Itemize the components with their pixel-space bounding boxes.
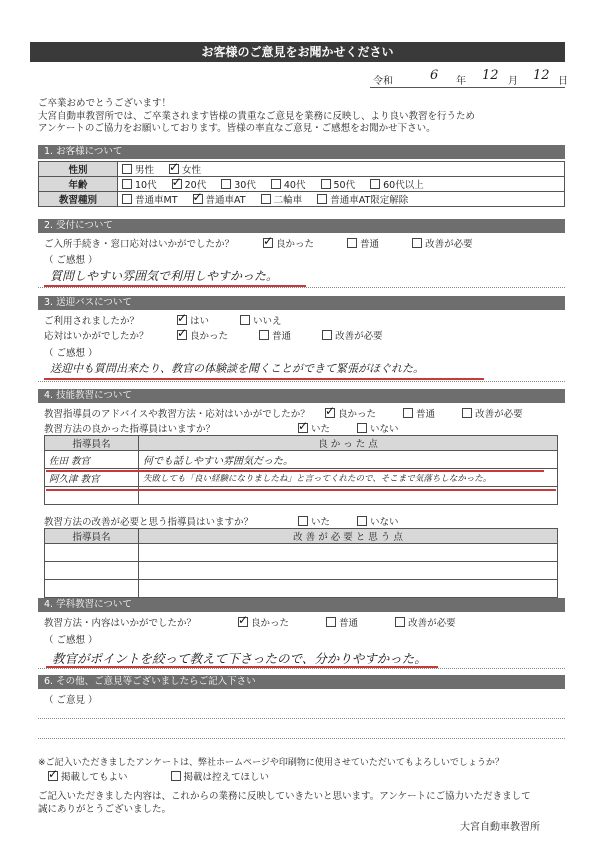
table-row (39, 177, 565, 192)
reception-good-option[interactable]: ✓ 良かった (263, 236, 314, 250)
col-instructor-name: 指導員名 (45, 436, 139, 451)
checkbox[interactable] (395, 617, 405, 627)
course-at-limit-option[interactable]: 普通車AT限定解除 (317, 192, 408, 206)
bus-use-question: ご利用されましたか？ (44, 316, 140, 327)
checkbox[interactable] (259, 330, 269, 340)
improve-instructor-yes-option[interactable]: いた (298, 514, 330, 528)
checkbox[interactable] (357, 516, 367, 526)
section-other-header: 6. その他、ご意見等ございましたらご記入下さい (38, 675, 565, 689)
checkbox-checked[interactable] (263, 238, 273, 248)
checkbox-checked[interactable] (177, 330, 187, 340)
section-reception-header: 2. 受付について (38, 219, 565, 233)
consent-question: ※ご記入いただきましたアンケートは、弊社ホームページや印刷物に使用させていただいてもよろしいでしょうか？ (38, 758, 504, 768)
skills-normal-option[interactable]: 普通 (403, 406, 435, 420)
good-point-cell: 失敗しても「良い経験になりましたね」と言ってくれたので、そこまで気落ちしなかった。 (139, 469, 558, 487)
checkbox[interactable] (326, 617, 336, 627)
checkbox-checked[interactable] (298, 423, 308, 433)
customer-table (38, 161, 565, 207)
section-skills-header: 4. 技能教習について (38, 389, 565, 403)
date-line (370, 68, 568, 88)
date-year-unit: 年 (456, 76, 466, 87)
lecture-good-option[interactable]: ✓ 良かった (238, 615, 289, 629)
checkbox[interactable] (298, 516, 308, 526)
table-row (39, 192, 565, 207)
gender-male-option[interactable]: 男性 (122, 162, 154, 176)
good-instructor-no-option[interactable]: いない (357, 421, 399, 435)
intro-line: ご卒業おめでとうございます！ (38, 98, 172, 109)
checkbox[interactable] (321, 179, 331, 189)
checkbox-checked[interactable] (172, 179, 182, 189)
bus-comment: 送迎中も質問出来たり、教官の体験談を聞くことができて緊張がほぐれた。 (50, 362, 424, 375)
checkbox[interactable] (261, 194, 271, 204)
closing-text (38, 791, 573, 816)
form-title: お客様のご意見をお聞かせください (30, 42, 565, 62)
table-row (45, 544, 558, 562)
bus-impression-label: （ ご感想 ） (44, 348, 98, 359)
date-day: 12 (533, 68, 550, 83)
course-mt-option[interactable]: 普通車MT (122, 192, 178, 206)
checkbox[interactable] (122, 179, 132, 189)
intro-line: 大宮自動車教習所では、ご卒業されます皆様の貴重なご意見を業務に反映し、より良い教習を行うため (38, 110, 476, 122)
table-row (45, 451, 558, 469)
checkbox[interactable] (122, 164, 132, 174)
col-improve-points: 改 善 が 必 要 と 思 う 点 (139, 529, 558, 544)
age-40s-option[interactable]: 40代 (271, 177, 306, 191)
checkbox[interactable] (240, 315, 250, 325)
section-lecture-header: 4. 学科教習について (38, 598, 565, 612)
intro-line: アンケートのご協力をお願いしております。皆様の率直なご意見・ご感想をお聞かせ下さい。 (38, 123, 436, 134)
table-row (45, 580, 558, 598)
checkbox[interactable] (403, 408, 413, 418)
age-10s-option[interactable]: 10代 (122, 177, 157, 191)
skills-advice-question: 教習指導員のアドバイスや教習方法・応対はいかがでしたか？ (44, 409, 310, 420)
checkbox[interactable] (221, 179, 231, 189)
intro-text (38, 98, 573, 136)
bus-improve-option[interactable]: 改善が必要 (322, 328, 383, 342)
closing-line: ご記入いただきました内容は、これからの業務に反映していきたいと思います。アンケートにご協力いただきまして (38, 791, 531, 802)
checkbox[interactable] (122, 194, 132, 204)
consent-options (48, 769, 281, 783)
lecture-normal-option[interactable]: 普通 (326, 615, 358, 629)
checkbox-checked[interactable] (177, 315, 187, 325)
bus-use-no-option[interactable]: いいえ (240, 313, 282, 327)
course-motorcycle-option[interactable]: 二輪車 (261, 192, 303, 206)
col-instructor-name: 指導員名 (45, 529, 139, 544)
age-label: 年齢 (39, 177, 118, 192)
gender-female-option[interactable]: ✓ 女性 (169, 162, 201, 176)
gender-label: 性別 (39, 162, 118, 177)
lecture-question: 教習方法・内容はいかがでしたか？ (44, 618, 197, 629)
instructor-name-cell: 佐田 教官 (45, 451, 139, 469)
checkbox-checked[interactable] (238, 617, 248, 627)
checkbox[interactable] (370, 179, 380, 189)
bus-use-yes-option[interactable]: ✓ はい (177, 313, 209, 327)
answer-line (38, 738, 565, 739)
date-month-unit: 月 (508, 76, 518, 87)
date-year: 6 (430, 68, 439, 83)
section-bus-header: 3. 送迎バスについて (38, 296, 565, 310)
checkbox[interactable] (271, 179, 281, 189)
checkbox-checked[interactable] (325, 408, 335, 418)
bus-service-question: 応対はいかがでしたか？ (44, 331, 149, 342)
improve-instructor-options (298, 514, 411, 528)
checkbox[interactable] (412, 238, 422, 248)
table-row (45, 562, 558, 580)
checkbox-checked[interactable] (48, 771, 58, 781)
checkbox[interactable] (322, 330, 332, 340)
course-type-label: 教習種別 (39, 192, 118, 207)
consent-deny-option[interactable]: 掲載は控えてほしい (171, 769, 270, 783)
checkbox[interactable] (462, 408, 472, 418)
age-20s-option[interactable]: ✓ 20代 (172, 177, 207, 191)
improve-instructor-no-option[interactable]: いない (357, 514, 399, 528)
good-point-cell: 何でも話しやすい雰囲気だった。 (139, 451, 558, 469)
section-customer-header: 1. お客様について (38, 145, 565, 159)
date-era: 令和 (373, 76, 393, 87)
skills-improve-option[interactable]: 改善が必要 (462, 406, 523, 420)
reception-comment: 質問しやすい雰囲気で利用しやすかった。 (50, 269, 279, 283)
skills-good-option[interactable]: ✓ 良かった (325, 406, 376, 420)
age-50s-option[interactable]: 50代 (321, 177, 356, 191)
checkbox-checked[interactable] (169, 164, 179, 174)
reception-improve-option[interactable]: 改善が必要 (412, 236, 473, 250)
checkbox[interactable] (317, 194, 327, 204)
date-day-unit: 日 (558, 76, 568, 87)
col-good-points: 良 か っ た 点 (139, 436, 558, 451)
table-row (45, 529, 558, 544)
lecture-comment: 教官がポイントを絞って教えて下さったので、分かりやすかった。 (52, 651, 427, 666)
date-month: 12 (482, 68, 499, 83)
improve-instructor-question: 教習方法の改善が必要と思う指導員はいますか？ (44, 517, 254, 528)
improve-instructor-table (44, 528, 558, 598)
skills-advice-options (325, 406, 535, 420)
reception-question: ご入所手続き・窓口応対はいかがでしたか？ (44, 239, 235, 250)
bus-service-options (177, 328, 395, 342)
closing-line: 誠にありがとうございました。 (38, 803, 172, 815)
good-instructor-yes-option[interactable]: ✓ いた (298, 421, 330, 435)
reception-impression-label: （ ご感想 ） (44, 255, 98, 266)
other-opinion-label: （ ご意見 ） (44, 695, 98, 706)
table-row (39, 162, 565, 177)
consent-allow-option[interactable]: ✓掲載してもよい (48, 769, 128, 783)
checkbox[interactable] (357, 423, 367, 433)
bus-good-option[interactable]: ✓ 良かった (177, 328, 228, 342)
bus-use-options (177, 313, 294, 327)
good-instructor-question: 教習方法の良かった指導員はいますか？ (44, 424, 216, 435)
lecture-options (238, 615, 468, 629)
instructor-name-cell: 阿久津 教官 (45, 469, 139, 487)
table-row (45, 436, 558, 451)
reception-options (263, 236, 485, 250)
answer-line (38, 718, 565, 719)
checkbox-checked[interactable] (193, 194, 203, 204)
good-instructor-options (298, 421, 411, 435)
course-at-option[interactable]: ✓ 普通車AT (193, 192, 246, 206)
reception-normal-option[interactable]: 普通 (347, 236, 379, 250)
bus-normal-option[interactable]: 普通 (259, 328, 291, 342)
school-name: 大宮自動車教習所 (460, 822, 540, 833)
age-60s-option[interactable]: 60代以上 (370, 177, 424, 191)
checkbox[interactable] (347, 238, 357, 248)
lecture-impression-label: （ ご感想 ） (44, 635, 98, 646)
lecture-improve-option[interactable]: 改善が必要 (395, 615, 456, 629)
checkbox[interactable] (171, 771, 181, 781)
age-30s-option[interactable]: 30代 (221, 177, 256, 191)
